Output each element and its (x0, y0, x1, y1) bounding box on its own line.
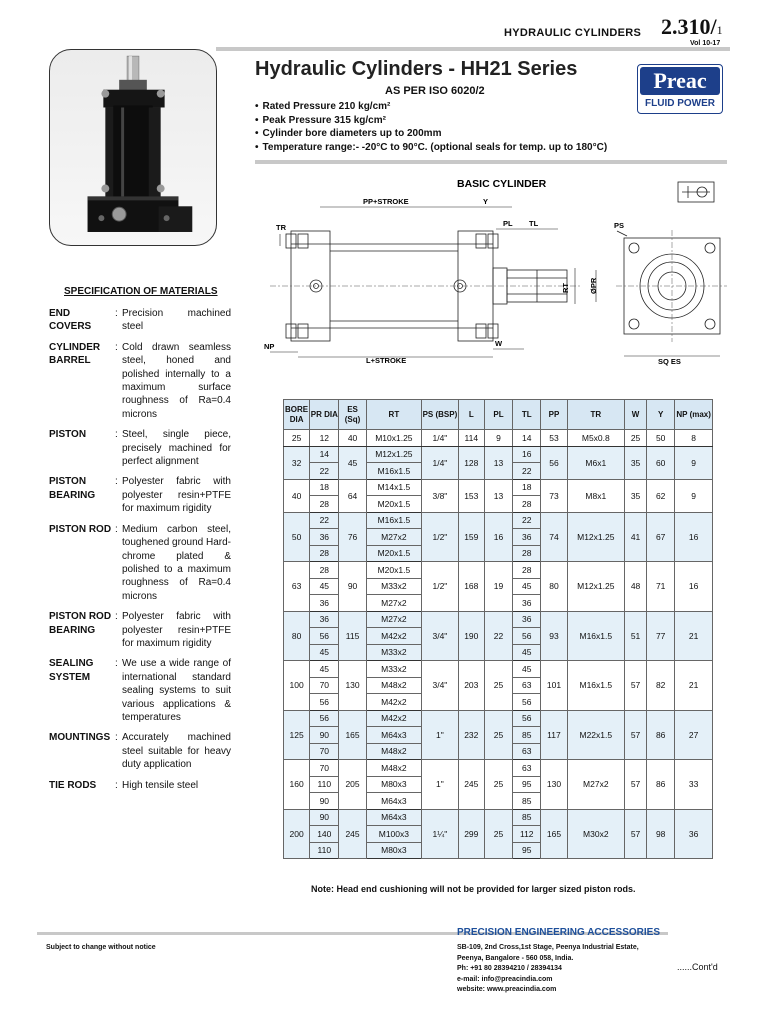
address-line: Peenya, Bangalore - 560 058, India. (457, 954, 574, 962)
table-cell: 28 (310, 562, 339, 579)
table-cell: M20x1.5 (366, 562, 421, 579)
table-cell: 19 (484, 562, 512, 612)
column-header: ES (Sq) (339, 400, 366, 430)
feature-item: • Temperature range:- -20°C to 90°C. (optional seals for temp. up to 180°C) (255, 141, 607, 155)
table-cell: 245 (458, 760, 484, 810)
title-rule (255, 160, 727, 164)
column-header: W (625, 400, 647, 430)
table-cell: 90 (339, 562, 366, 612)
table-cell: 90 (310, 809, 339, 826)
spec-key: CYLINDER BARREL (49, 341, 101, 367)
dim-tr: TR (276, 223, 286, 232)
table-cell: M27x2 (366, 529, 421, 546)
table-cell: 82 (647, 661, 675, 711)
table-row (284, 661, 713, 678)
page-subtitle: AS PER ISO 6020/2 (385, 85, 485, 97)
table-row (284, 809, 713, 826)
table-cell: 80 (284, 611, 310, 661)
table-cell: M33x2 (366, 644, 421, 661)
spec-list (49, 307, 231, 799)
dim-pl: PL (503, 219, 513, 228)
website-line: website: www.preacindia.com (457, 986, 557, 994)
table-cell: 22 (513, 463, 541, 480)
spec-key: PISTON ROD (49, 523, 112, 535)
table-cell: 73 (541, 479, 567, 512)
header-rule (216, 47, 730, 51)
table-cell: M27x2 (366, 595, 421, 612)
table-cell: 67 (647, 512, 675, 562)
table-cell: 1¼" (422, 809, 459, 859)
table-cell: M42x2 (366, 710, 421, 727)
cylinder-end-view (617, 231, 720, 334)
table-cell: M16x1.5 (366, 463, 421, 480)
spec-title: SPECIFICATION OF MATERIALS (64, 286, 218, 297)
table-row (284, 760, 713, 777)
table-cell: M80x3 (366, 842, 421, 859)
table-cell: 1/4" (422, 446, 459, 479)
table-cell: 32 (284, 446, 310, 479)
table-cell: 165 (541, 809, 567, 859)
table-cell: 22 (484, 611, 512, 661)
table-cell: 62 (647, 479, 675, 512)
column-header: L (458, 400, 484, 430)
table-cell: 140 (310, 826, 339, 843)
table-cell: 95 (513, 842, 541, 859)
table-cell: 28 (513, 496, 541, 513)
table-cell: 64 (339, 479, 366, 512)
table-cell: 63 (513, 743, 541, 760)
column-header: TL (513, 400, 541, 430)
table-cell: 18 (513, 479, 541, 496)
table-cell: 203 (458, 661, 484, 711)
table-cell: 130 (541, 760, 567, 810)
table-cell: M30x2 (567, 809, 625, 859)
table-cell: 168 (458, 562, 484, 612)
spec-value: Polyester fabric with polyester resin+PTFE for maximum rigidity (122, 611, 231, 649)
table-cell: 70 (310, 743, 339, 760)
table-cell: 80 (541, 562, 567, 612)
table-cell: M33x2 (366, 578, 421, 595)
table-cell: 36 (675, 809, 713, 859)
spec-value: Accurately machined steel suitable for heavy duty application (122, 732, 231, 771)
table-cell: M16x1.5 (567, 611, 625, 661)
table-cell: 25 (484, 661, 512, 711)
table-cell: 56 (310, 628, 339, 645)
table-cell: M27x2 (366, 611, 421, 628)
table-cell: 86 (647, 710, 675, 760)
table-cell: 45 (513, 661, 541, 678)
table-cell: 21 (675, 611, 713, 661)
table-cell: 22 (310, 512, 339, 529)
spec-value: Medium carbon steel, toughened ground Hard-chrome plated & polished to a maximum roughness of Ra=0.4 microns (122, 523, 231, 602)
spec-row: PISTON BEARING : Polyester fabric with polyester resin+PTFE for maximum rigidity (49, 476, 231, 515)
drawing-title: BASIC CYLINDER (457, 178, 547, 190)
continued-label: ......Cont'd (677, 962, 718, 972)
table-cell: 85 (513, 809, 541, 826)
footer-address (457, 943, 639, 996)
table-cell: M42x2 (366, 694, 421, 711)
table-cell: 50 (284, 512, 310, 562)
table-cell: M48x2 (366, 677, 421, 694)
dim-opr: ØPR (589, 277, 598, 294)
product-photo (49, 49, 217, 246)
table-cell: 16 (484, 512, 512, 562)
table-cell: 3/4" (422, 661, 459, 711)
logo-wordmark: Preac (640, 67, 720, 95)
spec-row: SEALING SYSTEM : We use a wide range of international standard sealing systems to suit various applications & temperatures (49, 658, 231, 723)
cylinder-photo-illustration (50, 50, 216, 245)
table-row (284, 512, 713, 529)
table-cell: 115 (339, 611, 366, 661)
feature-item: • Peak Pressure 315 kg/cm² (255, 114, 607, 128)
table-cell: M64x3 (366, 793, 421, 810)
table-cell: 28 (310, 545, 339, 562)
table-cell: 100 (284, 661, 310, 711)
column-header: PR DIA (310, 400, 339, 430)
iso-symbol-icon (678, 182, 714, 202)
dim-ps: PS (614, 221, 625, 230)
table-cell: 110 (310, 842, 339, 859)
spec-value: Cold drawn seamless steel, honed and polished internally to a maximum surface roughness of Ra=0.4 microns (122, 341, 231, 420)
table-cell: M12x1.25 (567, 512, 625, 562)
table-cell: M16x1.5 (366, 512, 421, 529)
table-cell: 8 (675, 430, 713, 447)
table-cell: 93 (541, 611, 567, 661)
table-cell: 22 (310, 463, 339, 480)
table-cell: 117 (541, 710, 567, 760)
page-number-sub: 1 (716, 23, 723, 37)
spec-key: PISTON (49, 429, 87, 441)
table-cell: M16x1.5 (567, 661, 625, 711)
table-row (284, 446, 713, 463)
table-cell: 71 (647, 562, 675, 612)
address-line: SB-109, 2nd Cross,1st Stage, Peenya Industrial Estate, (457, 944, 639, 951)
table-row (284, 430, 713, 447)
table-cell: M100x3 (366, 826, 421, 843)
column-header: PS (BSP) (422, 400, 459, 430)
table-cell: 45 (310, 661, 339, 678)
table-cell: 28 (513, 545, 541, 562)
table-row (284, 562, 713, 579)
dim-y: Y (483, 197, 489, 206)
table-cell: 53 (541, 430, 567, 447)
table-cell: 125 (284, 710, 310, 760)
table-cell: 40 (339, 430, 366, 447)
table-cell: M42x2 (366, 628, 421, 645)
table-cell: M64x3 (366, 809, 421, 826)
column-header: PP (541, 400, 567, 430)
table-cell: 190 (458, 611, 484, 661)
spec-row: END COVERS : Precision machined steel (49, 308, 231, 333)
brand-logo (637, 64, 723, 114)
table-cell: 16 (675, 512, 713, 562)
table-cell: 90 (310, 793, 339, 810)
spec-row: TIE RODS : High tensile steel (49, 779, 231, 792)
table-cell: 25 (484, 809, 512, 859)
table-cell: 56 (310, 694, 339, 711)
table-cell: 56 (310, 710, 339, 727)
table-cell: 57 (625, 710, 647, 760)
table-cell: 45 (310, 644, 339, 661)
spec-value: High tensile steel (122, 779, 199, 791)
table-cell: 1/2" (422, 562, 459, 612)
table-cell: 130 (339, 661, 366, 711)
table-cell: 165 (339, 710, 366, 760)
table-cell: 50 (647, 430, 675, 447)
spec-row: PISTON ROD BEARING : Polyester fabric with polyester resin+PTFE for maximum rigidity (49, 611, 231, 649)
table-cell: 51 (625, 611, 647, 661)
table-cell: M48x2 (366, 743, 421, 760)
dim-tl: TL (529, 219, 539, 228)
table-cell: M80x3 (366, 776, 421, 793)
table-cell: 101 (541, 661, 567, 711)
feature-item: • Rated Pressure 210 kg/cm² (255, 100, 607, 114)
table-cell: 45 (310, 578, 339, 595)
table-cell: 74 (541, 512, 567, 562)
table-cell: 33 (675, 760, 713, 810)
spec-row: PISTON ROD : Medium carbon steel, toughened ground Hard-chrome plated & polished to a maximum roughness of Ra=0.4 microns (49, 523, 231, 602)
column-header: NP (max) (675, 400, 713, 430)
page-number-main: 2.310/ (661, 14, 717, 39)
column-header: BORE DIA (284, 400, 310, 430)
table-cell: M20x1.5 (366, 496, 421, 513)
table-cell: 57 (625, 661, 647, 711)
table-cell: 56 (541, 446, 567, 479)
table-cell: 16 (675, 562, 713, 612)
table-cell: 45 (513, 644, 541, 661)
table-cell: 36 (513, 595, 541, 612)
table-cell: 90 (310, 727, 339, 744)
table-cell: 25 (284, 430, 310, 447)
header-category: HYDRAULIC CYLINDERS (504, 27, 642, 39)
feature-item: • Cylinder bore diameters up to 200mm (255, 127, 607, 141)
table-cell: 16 (513, 446, 541, 463)
dim-w: W (495, 339, 503, 348)
table-header-row (284, 400, 713, 430)
table-cell: 36 (310, 611, 339, 628)
table-cell: 112 (513, 826, 541, 843)
basic-cylinder-drawing (262, 176, 727, 372)
spec-key: SEALING SYSTEM (49, 658, 94, 683)
table-cell: 85 (513, 793, 541, 810)
table-cell: 35 (625, 446, 647, 479)
table-cell: 40 (284, 479, 310, 512)
table-cell: M48x2 (366, 760, 421, 777)
table-cell: 14 (310, 446, 339, 463)
table-cell: M5x0.8 (567, 430, 625, 447)
table-cell: M12x1.25 (366, 446, 421, 463)
table-cell: 28 (513, 562, 541, 579)
table-cell: 1" (422, 710, 459, 760)
table-cell: 36 (310, 529, 339, 546)
table-row (284, 479, 713, 496)
table-cell: 128 (458, 446, 484, 479)
table-cell: 12 (310, 430, 339, 447)
table-row (284, 710, 713, 727)
table-cell: 114 (458, 430, 484, 447)
spec-key: TIE RODS (49, 779, 97, 791)
table-cell: M14x1.5 (366, 479, 421, 496)
table-cell: 13 (484, 479, 512, 512)
table-cell: 25 (484, 760, 512, 810)
table-cell: M64x3 (366, 727, 421, 744)
table-cell: 14 (513, 430, 541, 447)
spec-key: PISTON BEARING (49, 476, 96, 501)
table-cell: 48 (625, 562, 647, 612)
table-cell: 76 (339, 512, 366, 562)
dimension-table (283, 399, 713, 859)
table-cell: 110 (310, 776, 339, 793)
dim-l-stroke: L+STROKE (366, 356, 407, 365)
table-cell: 22 (513, 512, 541, 529)
table-cell: 1" (422, 760, 459, 810)
dim-sq-es: SQ ES (658, 357, 681, 366)
table-cell: 18 (310, 479, 339, 496)
table-cell: 200 (284, 809, 310, 859)
footer-disclaimer: Subject to change without notice (46, 944, 156, 951)
table-cell: 28 (310, 496, 339, 513)
table-cell: 299 (458, 809, 484, 859)
table-cell: 77 (647, 611, 675, 661)
table-cell: 159 (458, 512, 484, 562)
table-cell: 86 (647, 760, 675, 810)
table-body (284, 430, 713, 859)
feature-list (255, 100, 607, 154)
table-cell: 1/4" (422, 430, 459, 447)
table-cell: 153 (458, 479, 484, 512)
table-cell: 3/8" (422, 479, 459, 512)
spec-value: Steel, single piece, precisely machined for perfect alignment (122, 429, 231, 468)
spec-row: MOUNTINGS : Accurately machined steel suitable for heavy duty application (49, 732, 231, 771)
table-cell: 60 (647, 446, 675, 479)
table-cell: 35 (625, 479, 647, 512)
table-cell: 63 (284, 562, 310, 612)
table-cell: 70 (310, 677, 339, 694)
table-cell: 25 (484, 710, 512, 760)
table-cell: 98 (647, 809, 675, 859)
dim-np: NP (264, 342, 275, 351)
table-cell: 9 (484, 430, 512, 447)
volume-label: Vol 10-17 (690, 40, 721, 47)
table-cell: 36 (513, 529, 541, 546)
table-cell: M8x1 (567, 479, 625, 512)
table-cell: 9 (675, 446, 713, 479)
table-cell: 70 (310, 760, 339, 777)
table-cell: 63 (513, 677, 541, 694)
spec-row: CYLINDER BARREL : Cold drawn seamless steel, honed and polished internally to a maximum surface roughness of Ra=0.4 microns (49, 341, 231, 420)
table-row (284, 611, 713, 628)
logo-tagline: FLUID POWER (645, 98, 715, 109)
table-note: Note: Head end cushioning will not be provided for larger sized piston rods. (311, 884, 636, 894)
dim-rt: RT (561, 283, 570, 293)
table-cell: 57 (625, 760, 647, 810)
table-cell: 25 (625, 430, 647, 447)
spec-value: We use a wide range of international standard sealing systems to suit various applications & temperatures (122, 658, 231, 723)
column-header: PL (484, 400, 512, 430)
table-cell: 232 (458, 710, 484, 760)
table-cell: 245 (339, 809, 366, 859)
table-cell: M20x1.5 (366, 545, 421, 562)
table-cell: 41 (625, 512, 647, 562)
page-number (661, 14, 723, 40)
table-cell: 36 (310, 595, 339, 612)
spec-value: Precision machined steel (122, 308, 231, 333)
page-title: Hydraulic Cylinders - HH21 Series (255, 58, 578, 80)
table-cell: 45 (513, 578, 541, 595)
table-cell: M6x1 (567, 446, 625, 479)
table-cell: 36 (513, 611, 541, 628)
column-header: TR (567, 400, 625, 430)
column-header: RT (366, 400, 421, 430)
spec-key: PISTON ROD BEARING (49, 611, 112, 636)
table-cell: 56 (513, 628, 541, 645)
table-cell: 45 (339, 446, 366, 479)
table-cell: 160 (284, 760, 310, 810)
table-cell: 1/2" (422, 512, 459, 562)
table-cell: 56 (513, 710, 541, 727)
dimension-lines (270, 207, 720, 357)
table-cell: 9 (675, 479, 713, 512)
table-cell: M33x2 (366, 661, 421, 678)
table-cell: M10x1.25 (366, 430, 421, 447)
table-cell: 57 (625, 809, 647, 859)
email-line: e-mail: info@preacindia.com (457, 975, 553, 983)
table-cell: 27 (675, 710, 713, 760)
dim-pp-stroke: PP+STROKE (363, 197, 409, 206)
footer-company: PRECISION ENGINEERING ACCESSORIES (457, 927, 660, 938)
phone-line: Ph: +91 80 28394210 / 28394134 (457, 965, 562, 973)
table-cell: 21 (675, 661, 713, 711)
table-cell: M27x2 (567, 760, 625, 810)
table-cell: 85 (513, 727, 541, 744)
table-cell: 56 (513, 694, 541, 711)
spec-key: END COVERS (49, 308, 92, 333)
table-cell: 3/4" (422, 611, 459, 661)
spec-value: Polyester fabric with polyester resin+PTFE for maximum rigidity (122, 476, 231, 515)
table-cell: 205 (339, 760, 366, 810)
table-cell: 63 (513, 760, 541, 777)
table-cell: 95 (513, 776, 541, 793)
table-cell: 13 (484, 446, 512, 479)
column-header: Y (647, 400, 675, 430)
table-cell: M22x1.5 (567, 710, 625, 760)
spec-row: PISTON : Steel, single piece, precisely machined for perfect alignment (49, 429, 231, 468)
table-cell: M12x1.25 (567, 562, 625, 612)
spec-key: MOUNTINGS (49, 732, 111, 744)
